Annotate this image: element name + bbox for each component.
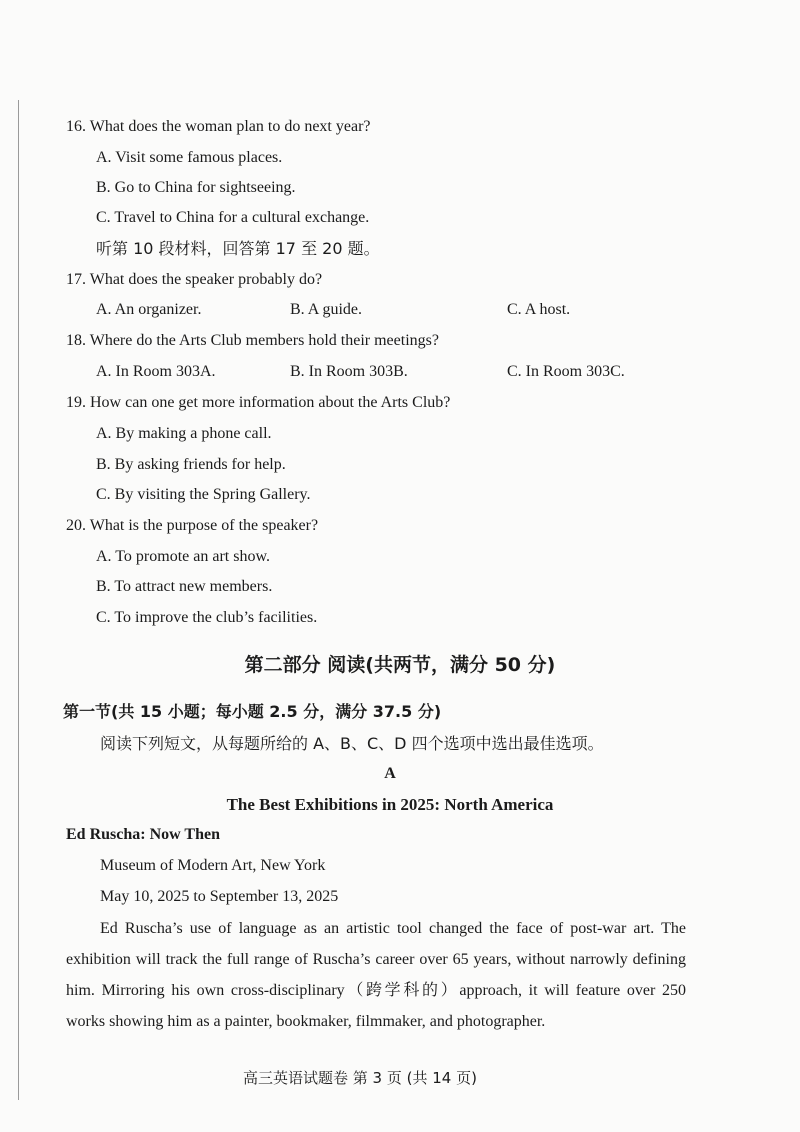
question-16: 16. What does the woman plan to do next year? <box>66 118 371 135</box>
question-19-option-a: A. By making a phone call. <box>96 425 272 442</box>
question-16-option-b: B. Go to China for sightseeing. <box>96 179 296 196</box>
passage-letter: A <box>384 765 396 782</box>
question-17: 17. What does the speaker probably do? <box>66 271 323 288</box>
question-17-option-a: A. An organizer. <box>96 301 202 318</box>
page-footer: 高三英语试题卷 第 3 页 (共 14 页) <box>243 1069 477 1087</box>
question-16-option-a: A. Visit some famous places. <box>96 149 283 166</box>
exhibition-venue: Museum of Modern Art, New York <box>100 857 326 874</box>
question-16-option-c: C. Travel to China for a cultural exchange. <box>96 209 370 226</box>
question-20-option-b: B. To attract new members. <box>96 578 273 595</box>
passage-title: The Best Exhibitions in 2025: North America <box>226 795 554 814</box>
exhibition-dates: May 10, 2025 to September 13, 2025 <box>100 888 339 905</box>
exhibition-description: Ed Ruscha’s use of language as an artistic tool changed the face of post-war art. The exhibition will track the full range of Ruscha’s career over 65 years, without narrowly defining him. Mirroring his own cross-disciplinary（跨学科的）approach, it will feature over 250 works showing him as a painter, bookmaker, filmmaker, and photographer. <box>66 920 686 1030</box>
question-18-option-c: C. In Room 303C. <box>507 363 625 380</box>
question-19-option-c: C. By visiting the Spring Gallery. <box>96 486 311 503</box>
question-19-option-b: B. By asking friends for help. <box>96 456 286 473</box>
exhibition-title: Ed Ruscha: Now Then <box>66 826 220 843</box>
question-20-option-a: A. To promote an art show. <box>96 548 270 565</box>
part-two-title: 第二部分 阅读(共两节，满分 50 分) <box>244 654 556 676</box>
question-18: 18. Where do the Arts Club members hold their meetings? <box>66 332 439 349</box>
binding-margin-line <box>18 100 19 1100</box>
question-19: 19. How can one get more information about the Arts Club? <box>66 394 451 411</box>
question-20: 20. What is the purpose of the speaker? <box>66 517 319 534</box>
section-one-title: 第一节(共 15 小题；每小题 2.5 分，满分 37.5 分) <box>63 702 442 721</box>
listening-instruction: 听第 10 段材料，回答第 17 至 20 题。 <box>96 239 380 258</box>
question-18-option-b: B. In Room 303B. <box>290 363 408 380</box>
question-18-option-a: A. In Room 303A. <box>96 363 216 380</box>
question-17-option-b: B. A guide. <box>290 301 363 318</box>
reading-instruction: 阅读下列短文，从每题所给的 A、B、C、D 四个选项中选出最佳选项。 <box>100 734 604 753</box>
question-17-option-c: C. A host. <box>507 301 571 318</box>
question-20-option-c: C. To improve the club’s facilities. <box>96 609 318 626</box>
